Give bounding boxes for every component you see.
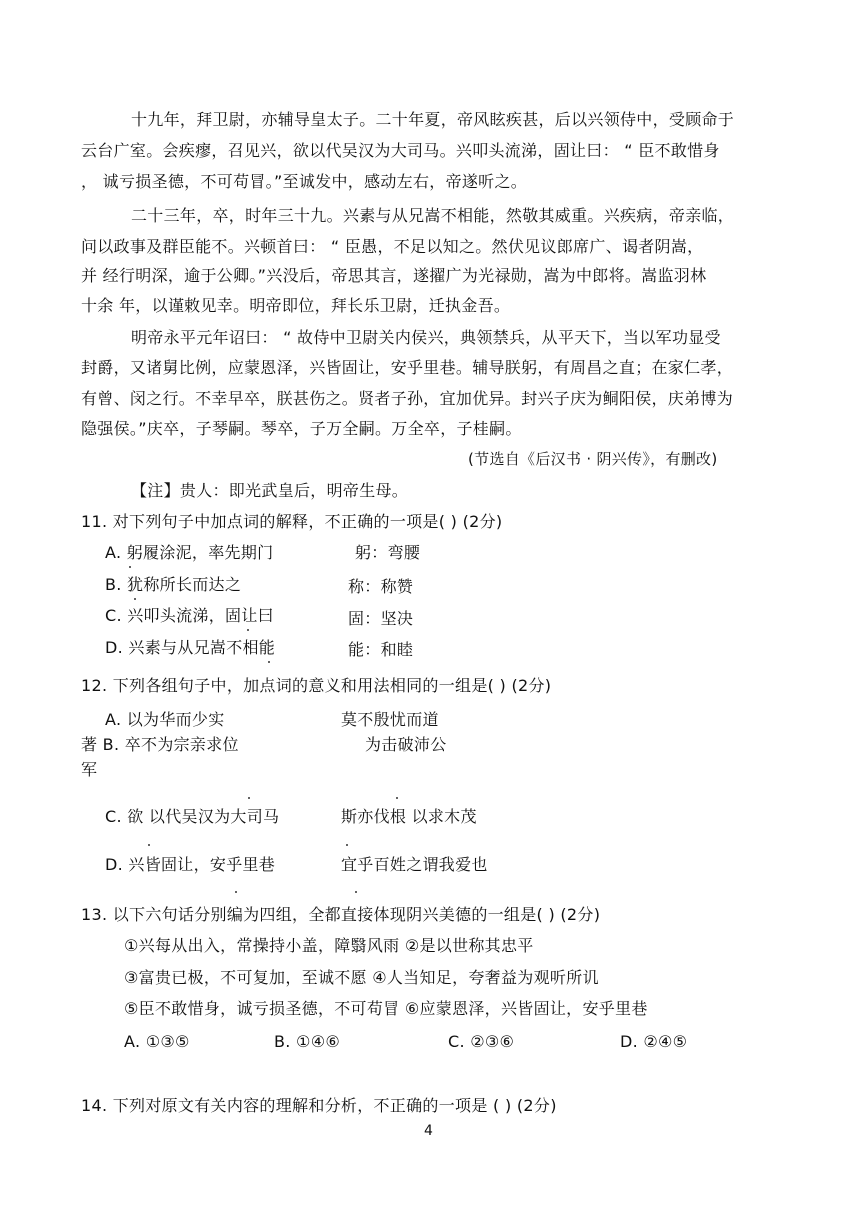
passage-line: 明帝永平元年诏曰： “ 故侍中卫尉关内侯兴，典领禁兵，从平天下，当以军功显受: [131, 328, 721, 347]
q12-option-d-left: D. 兴皆固让，安乎里巷: [105, 855, 276, 874]
emphasis-dot: [355, 891, 357, 893]
passage-line: 封爵，又诸舅比例，应蒙恩泽，兴皆固让，安乎里巷。辅导朕躬，有周昌之直；在家仁孝，: [81, 358, 734, 377]
q12-option-b-left: 著 B. 卒不为宗亲求位: [81, 735, 239, 754]
emphasis-dot: [235, 891, 237, 893]
q12-option-a-left: A. 以为华而少实: [105, 710, 225, 729]
q12-option-a-right: 莫不殷忧而道: [341, 710, 439, 729]
emphasis-dot: [268, 661, 270, 663]
q13-stem: 13. 以下六句话分别编为四组，全都直接体现阴兴美德的一组是( ) (2分): [81, 905, 601, 924]
emphasis-dot: [148, 844, 150, 846]
emphasis-dot: [248, 797, 250, 799]
q11-stem: 11. 对下列句子中加点词的解释，不正确的一项是( ) (2分): [81, 512, 503, 531]
q13-statements-line: ①兴每从出入，常操持小盖，障翳风雨 ②是以世称其忠平: [124, 936, 534, 955]
q12-option-d-right: 宜乎百姓之谓我爱也: [341, 855, 488, 874]
passage-line: 十余 年，以谨敕见幸。明帝即位，拜长乐卫尉，迁执金吾。: [81, 296, 511, 315]
q13-choice-d: D. ②④⑤: [620, 1032, 688, 1051]
q14-stem: 14. 下列对原文有关内容的理解和分析，不正确的一项是 ( ) (2分): [81, 1096, 557, 1115]
q13-statements-line: ③富贵已极，不可复加，至诚不愿 ④人当知足，夸奢益为观听所讥: [124, 968, 599, 987]
q11-gloss-a: 躬：弯腰: [355, 543, 421, 562]
annotation-note: 【注】贵人：即光武皇后，明帝生母。: [131, 481, 409, 500]
q11-option-d: D. 兴素与从兄嵩不相能: [105, 638, 276, 657]
q11-option-c: C. 兴叩头流涕，固让曰: [105, 606, 274, 625]
emphasis-dot: [396, 797, 398, 799]
source-citation: (节选自《后汉书 · 阴兴传》，有删改): [468, 450, 718, 468]
emphasis-dot: [129, 566, 131, 568]
q11-gloss-c: 固：坚决: [348, 609, 414, 628]
q13-statements-line: ⑤臣不敢惜身，诚亏损圣德，不可苟冒 ⑥应蒙恩泽，兴皆固让，安乎里巷: [124, 999, 648, 1018]
q12-stem: 12. 下列各组句子中，加点词的意义和用法相同的一组是( ) (2分): [81, 676, 552, 695]
passage-line: 问以政事及群臣能不。兴顿首曰： “ 臣愚，不足以知之。然伏见议郎席广、谒者阴嵩，: [81, 237, 704, 256]
q11-gloss-d: 能：和睦: [348, 640, 414, 659]
emphasis-dot: [346, 844, 348, 846]
q13-choice-b: B. ①④⑥: [274, 1032, 340, 1051]
q13-choice-c: C. ②③⑥: [448, 1032, 515, 1051]
passage-line: 有曾、闵之行。不幸早卒，朕甚伤之。贤者子孙，宜加优异。封兴子庆为鲖阳侯，庆弟博为: [81, 389, 734, 408]
passage-line: ， 诚亏损圣德，不可苟冒。”至诚发中，感动左右，帝遂听之。: [81, 172, 528, 191]
q12-option-b-right: 为击破沛公: [365, 735, 447, 754]
passage-line: 十九年，拜卫尉，亦辅导皇太子。二十年夏，帝风眩疾甚，后以兴领侍中，受顾命于: [131, 110, 735, 129]
q12-option-b-continuation: 军: [81, 760, 98, 779]
q12-option-c-left: C. 欲 以代吴汉为大司马: [105, 807, 280, 826]
q11-option-a: A. 躬履涂泥，率先期门: [105, 543, 274, 562]
passage-line: 二十三年，卒，时年三十九。兴素与从兄嵩不相能，然敬其威重。兴疾病，帝亲临，: [131, 206, 735, 225]
q11-option-b: B. 犹称所长而达之: [105, 575, 242, 594]
passage-line: 云台广室。会疾瘳，召见兴，欲以代吴汉为大司马。兴叩头流涕，固让曰： “ 臣不敢惜身: [81, 141, 720, 160]
q12-option-c-right: 斯亦伐根 以求木茂: [341, 807, 477, 826]
passage-line: 并 经行明深，逾于公卿。”兴没后，帝思其言，遂擢广为光禄勋，嵩为中郎将。嵩监羽林: [81, 266, 707, 285]
passage-line: 隐强侯。”庆卒，子琴嗣。琴卒，子万全嗣。万全卒，子桂嗣。: [81, 419, 522, 438]
page-number: 4: [424, 1123, 433, 1139]
q13-choice-a: A. ①③⑤: [124, 1032, 190, 1051]
emphasis-dot: [247, 629, 249, 631]
q11-gloss-b: 称：称赞: [348, 577, 414, 596]
emphasis-dot: [134, 598, 136, 600]
